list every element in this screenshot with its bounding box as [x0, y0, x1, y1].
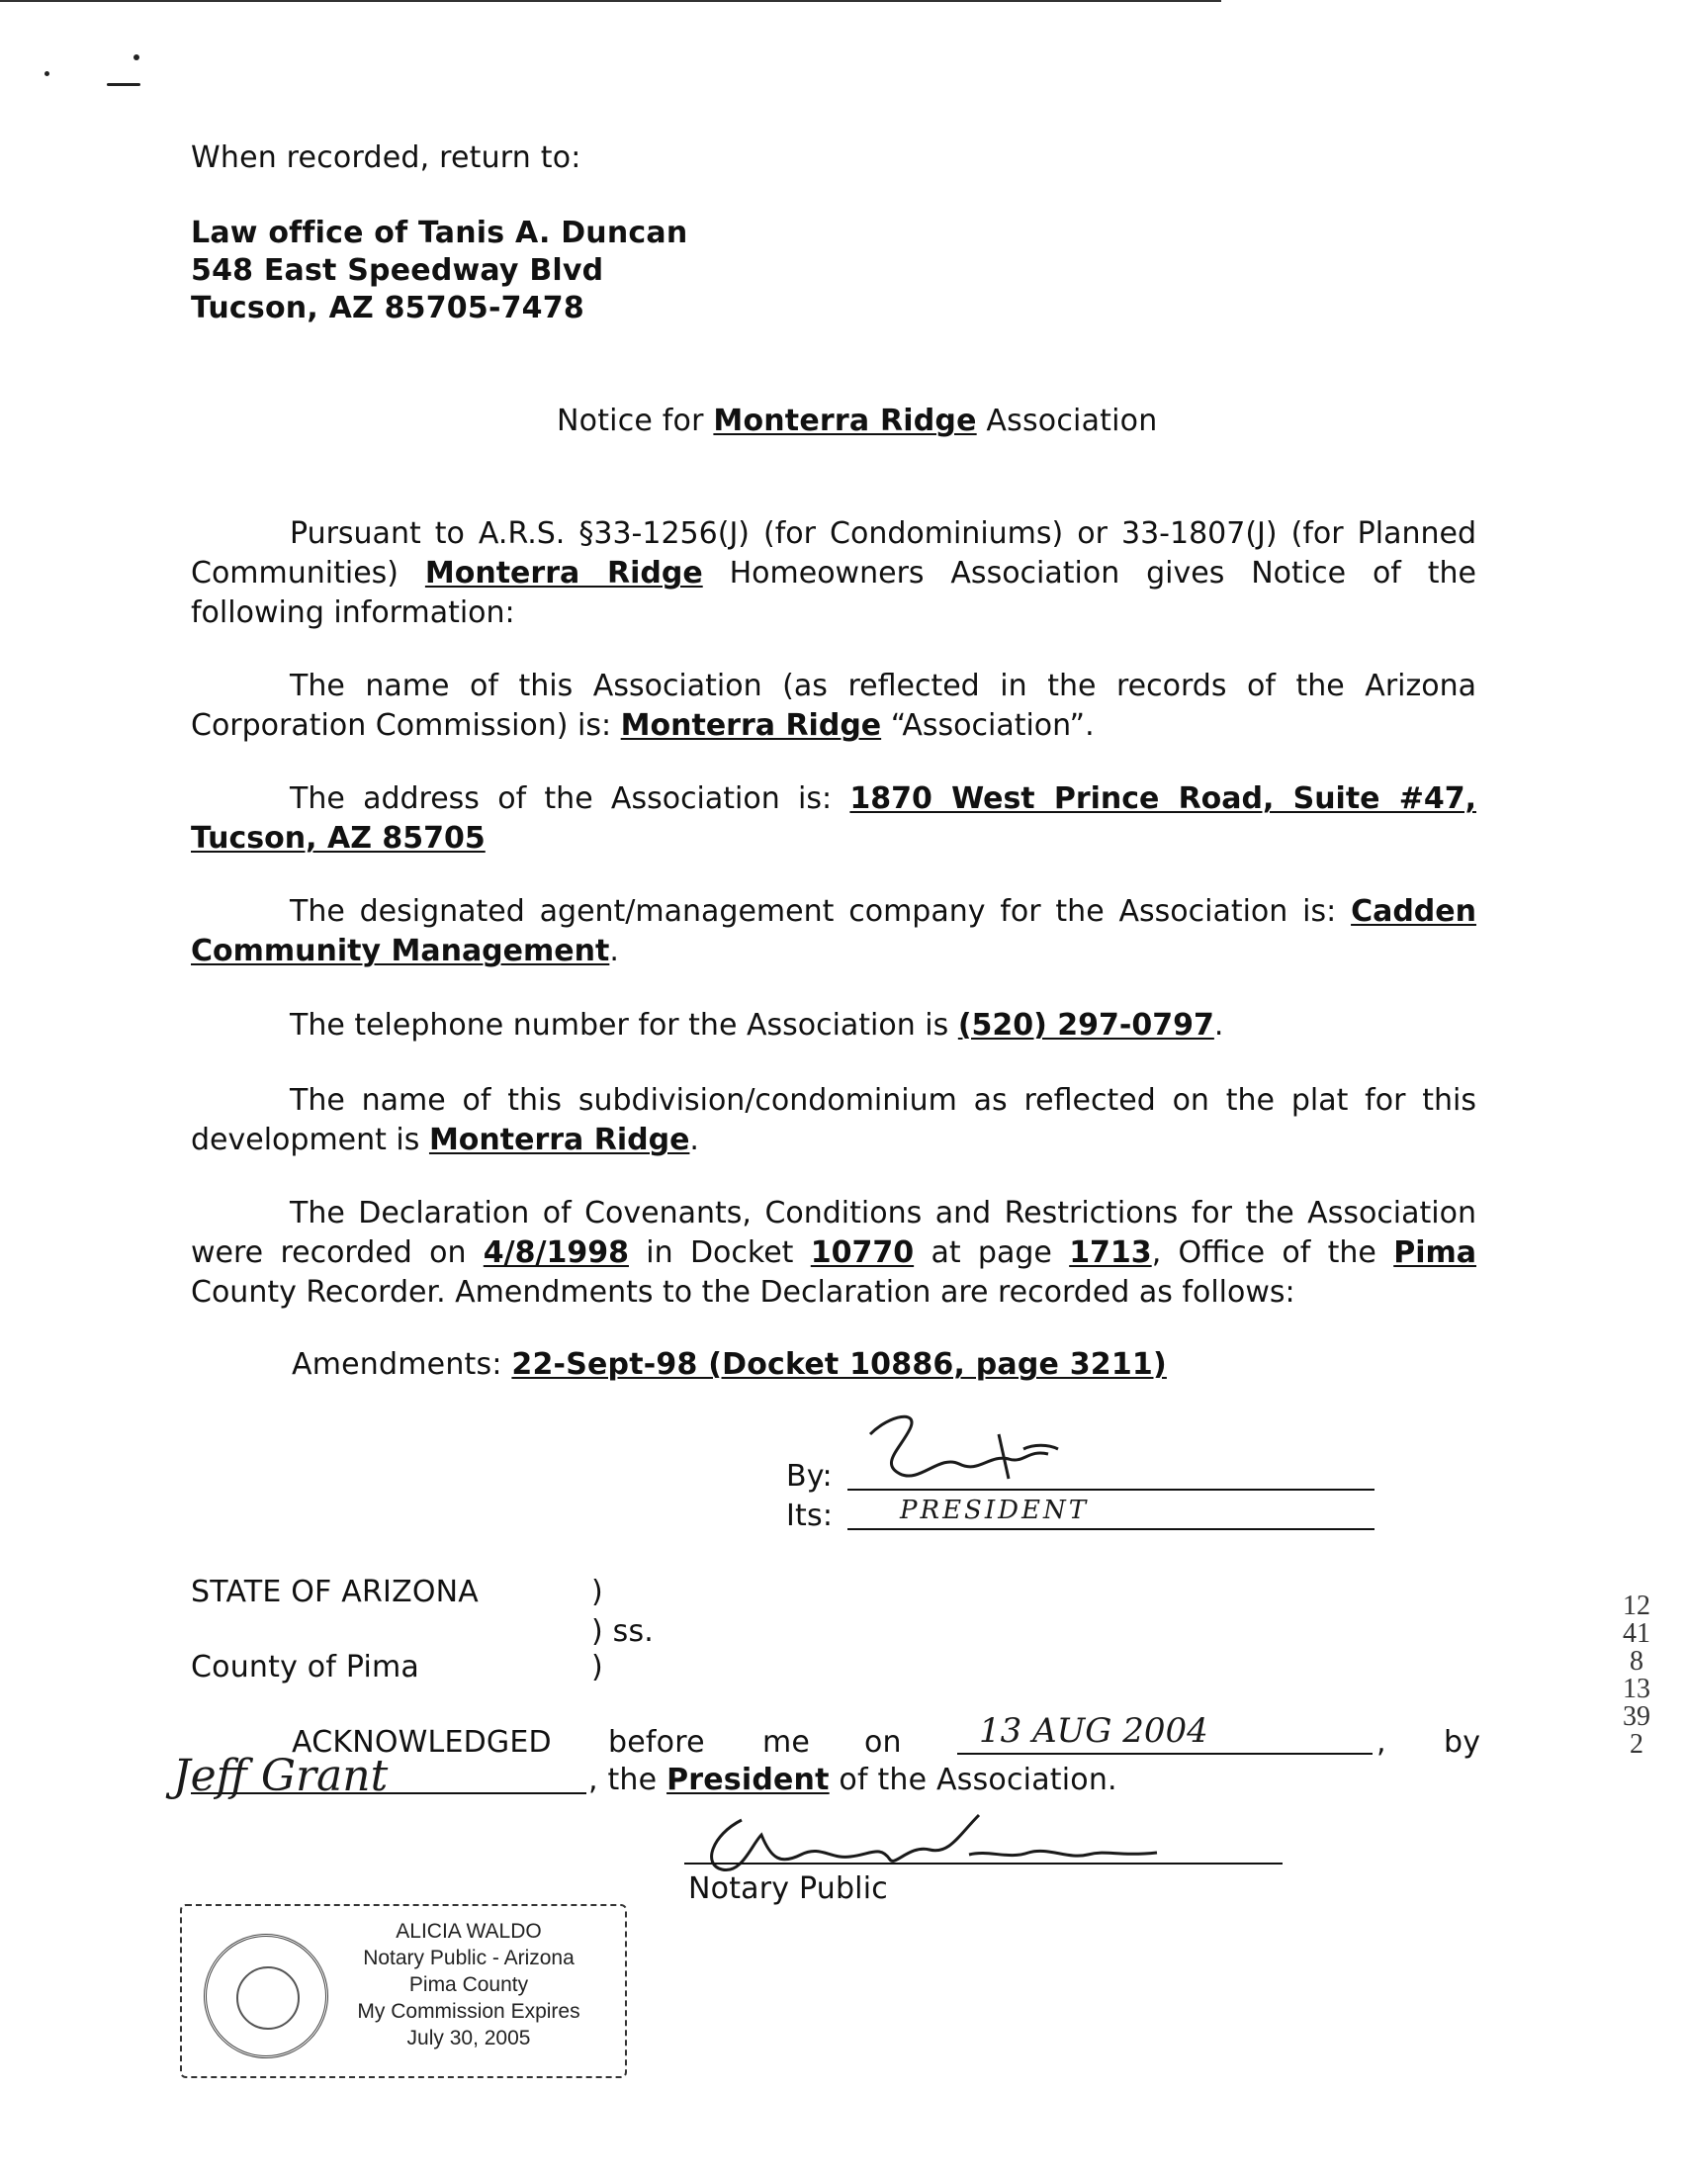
docket-number: 10770 — [810, 1235, 915, 1270]
ack-by: by — [1444, 1725, 1481, 1760]
its-handwritten-value: PRESIDENT — [900, 1496, 1090, 1525]
state-label: STATE OF ARIZONA — [191, 1575, 479, 1609]
title-suffix: Association — [986, 404, 1158, 438]
notary-stamp — [180, 1904, 627, 2078]
ack-label: ACKNOWLEDGED — [292, 1725, 552, 1760]
notary-signature-line — [684, 1863, 1283, 1865]
venue-paren-3: ) — [591, 1650, 603, 1684]
notice-paragraph-address — [191, 779, 1476, 859]
law-office-city: Tucson, AZ 85705-7478 — [191, 291, 584, 325]
para4-text-a: The designated agent/management company for the Association is: — [290, 894, 1337, 929]
para6-text-a: The name of this subdivision/condominium as reflected on the plat for this development is — [191, 1083, 1476, 1157]
title-prefix: Notice for — [557, 404, 704, 438]
amendments-label: Amendments: — [292, 1347, 502, 1382]
stamp-line: Notary Public - Arizona — [363, 1947, 575, 1969]
notice-paragraph-agent — [191, 892, 1476, 971]
state-seal-center — [236, 1966, 300, 2030]
ack-date-line — [957, 1753, 1373, 1755]
para5-text-a: The telephone number for the Association is — [290, 1008, 949, 1043]
para3-text-a: The address of the Association is: — [290, 781, 833, 816]
scan-speck — [133, 54, 139, 60]
its-line — [847, 1528, 1375, 1530]
recording-date: 4/8/1998 — [483, 1235, 629, 1270]
notice-paragraph-plat — [191, 1081, 1476, 1160]
stamp-line: Pima County — [408, 1973, 529, 1996]
notice-paragraph-name — [191, 667, 1476, 746]
venue-ss: ) ss. — [591, 1614, 655, 1649]
by-label: By: — [786, 1459, 833, 1494]
county-name: Pima — [1393, 1235, 1476, 1270]
county-label: County of Pima — [191, 1650, 420, 1684]
para1-text-b: Homeowners Association gives Notice of the following information: — [191, 556, 1476, 630]
ack-role-line — [588, 1763, 1117, 1797]
subdivision-name: Monterra Ridge — [428, 1123, 690, 1157]
para7-text-c: at page — [931, 1235, 1052, 1270]
para7-text-b: in Docket — [646, 1235, 794, 1270]
law-office-name: Law office of Tanis A. Duncan — [191, 216, 688, 250]
stamp-text — [320, 1918, 617, 2051]
its-label: Its: — [786, 1499, 834, 1533]
para2-association-name: Monterra Ridge — [620, 708, 882, 743]
notary-signature — [682, 1805, 1236, 1879]
notice-paragraph-statute — [191, 514, 1476, 633]
para4-text-b: . — [609, 934, 619, 968]
ack-on: on — [864, 1725, 902, 1760]
ack-text-b: of the Association. — [839, 1763, 1117, 1797]
title-association-name: Monterra Ridge — [713, 404, 977, 438]
scan-top-edge — [0, 0, 1221, 2]
para7-text-e: County Recorder. Amendments to the Declaration are recorded as follows: — [191, 1275, 1295, 1310]
para7-text-d: , Office of the — [1151, 1235, 1376, 1270]
venue-paren-1: ) — [591, 1575, 603, 1609]
law-office-street: 548 East Speedway Blvd — [191, 253, 604, 288]
stamp-line: ALICIA WALDO — [396, 1920, 542, 1943]
recording-side-number: 12418 13392 — [1623, 1591, 1650, 1760]
para6-text-b: . — [689, 1123, 699, 1157]
para2-text-b: “Association”. — [890, 708, 1095, 743]
para1-text-a: Pursuant to A.R.S. §33-1256(J) (for Condominiums) or 33-1807(J) (for Planned Communities) — [191, 516, 1476, 591]
amendments-line — [292, 1347, 1167, 1382]
state-seal — [204, 1934, 328, 2058]
president-signature — [850, 1395, 1108, 1503]
association-phone: (520) 297-0797 — [957, 1008, 1214, 1043]
ack-comma: , — [1376, 1725, 1386, 1760]
ack-text-a: , the — [588, 1763, 658, 1797]
signer-name-handwritten: Jeff Grant — [173, 1751, 389, 1801]
page-title — [557, 404, 1157, 438]
notice-paragraph-declaration — [191, 1194, 1476, 1313]
ack-date-handwritten: 13 AUG 2004 — [979, 1711, 1208, 1751]
notary-label: Notary Public — [688, 1871, 888, 1906]
amendments-value: 22-Sept-98 (Docket 10886, page 3211) — [511, 1347, 1167, 1382]
return-to-label: When recorded, return to: — [191, 140, 581, 175]
para2-text-a: The name of this Association (as reflected in the records of the Arizona Corporation Commission) is: — [191, 669, 1476, 743]
para1-association-name: Monterra Ridge — [424, 556, 703, 591]
scan-speck — [107, 83, 140, 86]
ack-before: before — [608, 1725, 705, 1760]
stamp-line: My Commission Expires — [357, 2000, 580, 2023]
ack-role: President — [666, 1763, 830, 1797]
stamp-line: July 30, 2005 — [406, 2027, 531, 2049]
page-number: 1713 — [1069, 1235, 1152, 1270]
association-address: 1870 West Prince Road, Suite #47, Tucson, AZ 85705 — [191, 781, 1476, 856]
scan-speck — [44, 71, 49, 76]
para5-text-b: . — [1213, 1008, 1224, 1043]
notice-paragraph-phone — [191, 1006, 1476, 1046]
management-company: Cadden Community Management — [191, 894, 1476, 968]
ack-me: me — [762, 1725, 811, 1760]
para7-text-a: The Declaration of Covenants, Conditions and Restrictions for the Association were recorded on — [191, 1196, 1476, 1270]
